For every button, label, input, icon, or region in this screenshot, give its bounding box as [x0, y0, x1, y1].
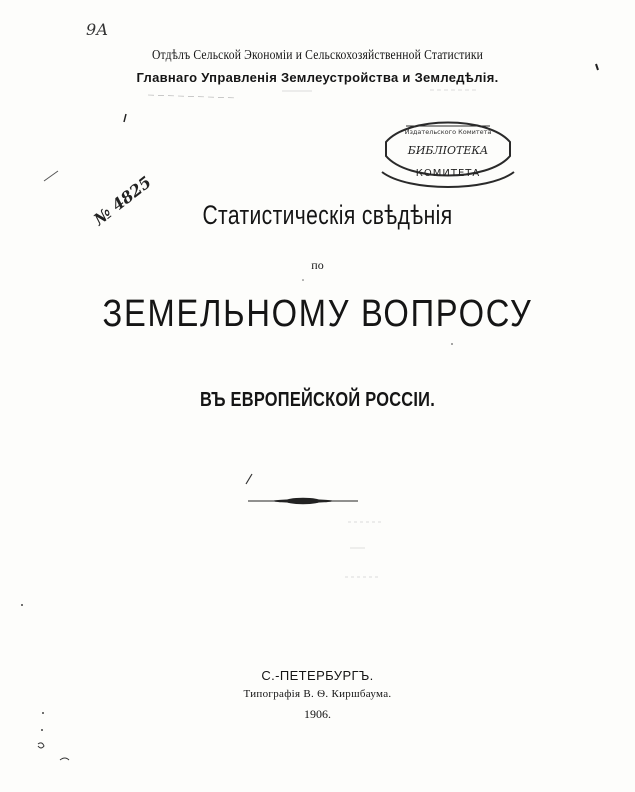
handwritten-shelf-note: 9А	[86, 20, 109, 39]
handwritten-inventory-number: № 4825	[90, 172, 155, 229]
imprint-year: 1906.	[304, 707, 331, 721]
stamp-line-2: БИБЛІОТЕКА	[407, 144, 489, 157]
title-line-land-question: ЗЕМЕЛЬНОМУ ВОПРОСУ	[102, 293, 533, 335]
ornamental-divider	[248, 492, 358, 510]
imprint-city: С.-ПЕТЕРБУРГЪ.	[261, 668, 374, 683]
library-stamp	[378, 112, 518, 196]
stamp-line-3: КОМИТЕТА	[415, 168, 481, 179]
title-line-po: по	[311, 258, 324, 272]
title-line-european-russia: ВЪ ЕВРОПЕЙСКОЙ РОССІИ.	[199, 389, 436, 411]
department-heading: Отдѣлъ Сельской Экономіи и Сельскохозяйственной Статистики	[151, 47, 484, 62]
administration-heading: Главнаго Управленія Землеустройства и Земледѣлія.	[136, 70, 499, 85]
title-line-statistical-data: Статистическія свѣдѣнія	[202, 200, 453, 230]
imprint-printer: Типографія В. Ѳ. Киршбаума.	[243, 688, 392, 700]
stamp-line-1: Издательского Комитета	[404, 128, 492, 136]
